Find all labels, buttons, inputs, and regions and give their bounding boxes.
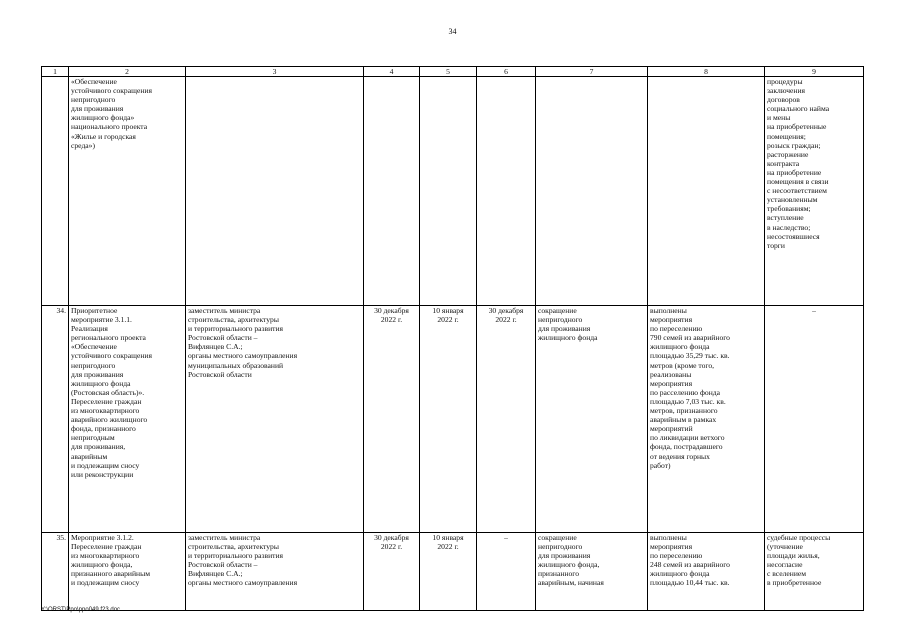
header-cell: 2 <box>69 67 186 77</box>
cell-line: из многоквартирного <box>71 551 140 561</box>
cell-line: 2022 г. <box>437 542 459 552</box>
cell-line: несогласие <box>767 560 803 570</box>
table-row <box>42 77 864 306</box>
cell-line: (Ростовская область)». <box>71 387 145 397</box>
cell-line: в приобретенное <box>767 578 822 588</box>
cell-line: или реконструкции <box>71 469 134 479</box>
header-row <box>42 67 864 77</box>
cell-line: сокращение <box>538 306 577 315</box>
cell-line: – <box>812 306 816 315</box>
cell-line: устойчивого сокращения <box>71 351 152 361</box>
file-path-footer: Y:\ORST\Ppo\ppo049.f23.doc <box>41 607 121 613</box>
header-cell: 4 <box>364 67 420 77</box>
cell-line: строительства, архитектуры <box>188 542 279 552</box>
cell-line: непригодным <box>71 433 115 443</box>
cell-line: договоров <box>767 95 800 105</box>
cell-line: национального проекта <box>71 122 148 132</box>
cell-line: заключения <box>767 86 806 96</box>
cell-line: фонда, пострадавшего <box>650 442 723 452</box>
table-cell-col9 <box>765 533 864 611</box>
cell-line: расторжение <box>767 149 809 159</box>
row-number-cell <box>42 77 69 306</box>
cell-line: 790 семей из аварийного <box>650 333 730 343</box>
cell-line: «Жилье и городская <box>71 131 136 141</box>
cell-line: заместитель министра <box>188 306 261 315</box>
cell-line: аварийным <box>71 451 108 461</box>
cell-line: для проживания, <box>71 442 126 452</box>
cell-line: сокращение <box>538 533 577 542</box>
cell-line: 10 января <box>432 306 464 315</box>
cell-line: заместитель министра <box>188 533 261 542</box>
table-cell-col6 <box>477 533 536 611</box>
cell-line: площадью 7,03 тыс. кв. <box>650 396 726 406</box>
cell-line: процедуры <box>767 77 803 86</box>
header-cell: 8 <box>648 67 765 77</box>
cell-line: судебные процессы <box>767 533 831 542</box>
cell-line: жилищного фонда <box>650 569 710 579</box>
cell-line: и подлежащим сносу <box>71 578 140 588</box>
cell-line: непригодного <box>71 95 116 105</box>
cell-line: муниципальных образований <box>188 360 284 370</box>
cell-line: непригодного <box>71 360 116 370</box>
cell-line: площади жилья, <box>767 551 820 561</box>
cell-line: для проживания <box>71 104 124 114</box>
cell-line: признанного аварийным <box>71 569 151 579</box>
cell-line: из многоквартирного <box>71 406 140 416</box>
cell-line: – <box>504 533 508 542</box>
table-cell-col5 <box>420 77 477 306</box>
cell-line: установленным <box>767 195 818 205</box>
table-cell-col6 <box>477 306 536 533</box>
table-cell-col4 <box>364 77 420 306</box>
cell-line: 2022 г. <box>380 315 403 325</box>
cell-line: от ведения горных <box>650 451 710 461</box>
cell-line: аварийным, начиная <box>538 578 604 588</box>
cell-line: и мены <box>767 113 791 123</box>
cell-line: и подлежащим сносу <box>71 460 140 470</box>
page-number: 34 <box>448 27 457 36</box>
table-cell-col5 <box>420 533 477 611</box>
cell-line: 10 января <box>432 533 464 542</box>
cell-line: аварийным в рамках <box>650 415 717 425</box>
header-cell: 5 <box>420 67 477 77</box>
cell-line: реализованы <box>650 369 692 379</box>
header-cell: 1 <box>42 67 69 77</box>
cell-line: и территориального развития <box>188 324 284 334</box>
table-cell-col6 <box>477 77 536 306</box>
table-cell-col2 <box>69 77 186 306</box>
cell-line: торги <box>767 240 785 250</box>
cell-line: с вселением <box>767 569 807 579</box>
cell-line: 30 декабря <box>374 306 409 315</box>
cell-line: 2022 г. <box>495 315 517 325</box>
row-number-cell: 34. <box>42 306 69 533</box>
cell-line: розыск граждан; <box>767 140 821 150</box>
cell-line: требованиям; <box>767 204 811 214</box>
cell-line: Ростовской области – <box>188 560 258 570</box>
table-row <box>42 306 864 533</box>
table-cell-col8 <box>648 77 765 306</box>
table-cell-col5 <box>420 306 477 533</box>
header-cell: 3 <box>186 67 364 77</box>
cell-line: 2022 г. <box>380 542 403 552</box>
cell-line: признанного <box>538 569 580 579</box>
cell-line: 2022 г. <box>437 315 459 325</box>
cell-line: 30 декабря <box>488 306 524 315</box>
cell-line: помещения в связи <box>767 177 829 187</box>
cell-line: Переселение граждан <box>71 542 142 552</box>
table-cell-col2 <box>69 306 186 533</box>
table-cell-col8 <box>648 533 765 611</box>
cell-line: мероприятий <box>650 424 693 434</box>
cell-line: мероприятия <box>650 542 693 552</box>
cell-line: Приоритетное <box>71 306 118 315</box>
cell-line: органы местного самоуправления <box>188 578 298 588</box>
cell-line: жилищного фонда <box>71 378 131 388</box>
cell-line: регионального проекта <box>71 333 146 343</box>
row-number-cell: 35. <box>42 533 69 611</box>
cell-line: непригодного <box>538 542 583 552</box>
cell-line: Ростовской области – <box>188 333 258 343</box>
cell-line: мероприятия <box>650 378 693 388</box>
table-cell-col3 <box>186 533 364 611</box>
cell-line: строительства, архитектуры <box>188 315 279 325</box>
cell-line: устойчивого сокращения <box>71 86 152 96</box>
table-cell-col3 <box>186 77 364 306</box>
cell-line: на приобретение <box>767 167 822 177</box>
table-cell-col7 <box>536 77 648 306</box>
cell-line: Вифлянцев С.А.; <box>188 342 243 352</box>
cell-line: Переселение граждан <box>71 396 142 406</box>
table-row <box>42 533 864 611</box>
table-cell-col7 <box>536 306 648 533</box>
cell-line: жилищного фонда <box>650 342 710 352</box>
cell-line: Реализация <box>71 324 108 334</box>
cell-line: на приобретенные <box>767 122 827 132</box>
cell-line: по расселению фонда <box>650 387 721 397</box>
cell-line: несостоявшиеся <box>767 231 820 241</box>
cell-line: выполнены <box>650 306 687 315</box>
cell-line: «Обеспечение <box>71 342 117 352</box>
cell-line: жилищного фонда, <box>538 560 600 570</box>
table-cell-col9 <box>765 306 864 533</box>
cell-line: метров (кроме того, <box>650 360 715 370</box>
cell-line: Вифлянцев С.А.; <box>188 569 243 579</box>
cell-line: 30 декабря <box>374 533 409 542</box>
table-cell-col7 <box>536 533 648 611</box>
cell-line: для проживания <box>538 551 591 561</box>
cell-line: по ликвидации ветхого <box>650 433 725 443</box>
cell-line: мероприятия <box>650 315 693 325</box>
cell-line: 248 семей из аварийного <box>650 560 730 570</box>
cell-line: Мероприятие 3.1.2. <box>71 533 134 542</box>
cell-line: и территориального развития <box>188 551 284 561</box>
cell-line: мероприятие 3.1.1. <box>71 315 132 325</box>
cell-line: площадью 35,29 тыс. кв. <box>650 351 730 361</box>
cell-line: по переселению <box>650 551 703 561</box>
cell-line: фонда, признанного <box>71 424 136 434</box>
cell-line: контракта <box>767 158 800 168</box>
cell-line: среда») <box>71 140 95 150</box>
cell-line: жилищного фонда <box>538 333 598 343</box>
cell-line: вступление <box>767 213 804 223</box>
cell-line: по переселению <box>650 324 703 334</box>
cell-line: непригодного <box>538 315 583 325</box>
cell-line: помещения; <box>767 131 806 141</box>
cell-line: для проживания <box>538 324 591 334</box>
cell-line: работ) <box>650 460 671 470</box>
cell-line: выполнены <box>650 533 687 542</box>
cell-line: жилищного фонда, <box>71 560 133 570</box>
activity-table <box>41 66 864 611</box>
cell-line: площадью 10,44 тыс. кв. <box>650 578 730 588</box>
cell-line: аварийного жилищного <box>71 415 148 425</box>
table-cell-col8 <box>648 306 765 533</box>
cell-line: (уточнение <box>767 542 803 552</box>
cell-line: «Обеспечение <box>71 77 117 86</box>
table-cell-col4 <box>364 533 420 611</box>
header-cell: 9 <box>765 67 864 77</box>
cell-line: органы местного самоуправления <box>188 351 298 361</box>
table-cell-col3 <box>186 306 364 533</box>
cell-line: с несоответствием <box>767 186 827 196</box>
cell-line: жилищного фонда» <box>71 113 135 123</box>
table-cell-col9 <box>765 77 864 306</box>
table-cell-col2 <box>69 533 186 611</box>
cell-line: в наследство; <box>767 222 811 232</box>
header-cell: 6 <box>477 67 536 77</box>
cell-line: метров, признанного <box>650 406 718 416</box>
cell-line: Ростовской области <box>188 369 252 379</box>
header-cell: 7 <box>536 67 648 77</box>
table-cell-col4 <box>364 306 420 533</box>
cell-line: социального найма <box>767 104 830 114</box>
cell-line: для проживания <box>71 369 124 379</box>
